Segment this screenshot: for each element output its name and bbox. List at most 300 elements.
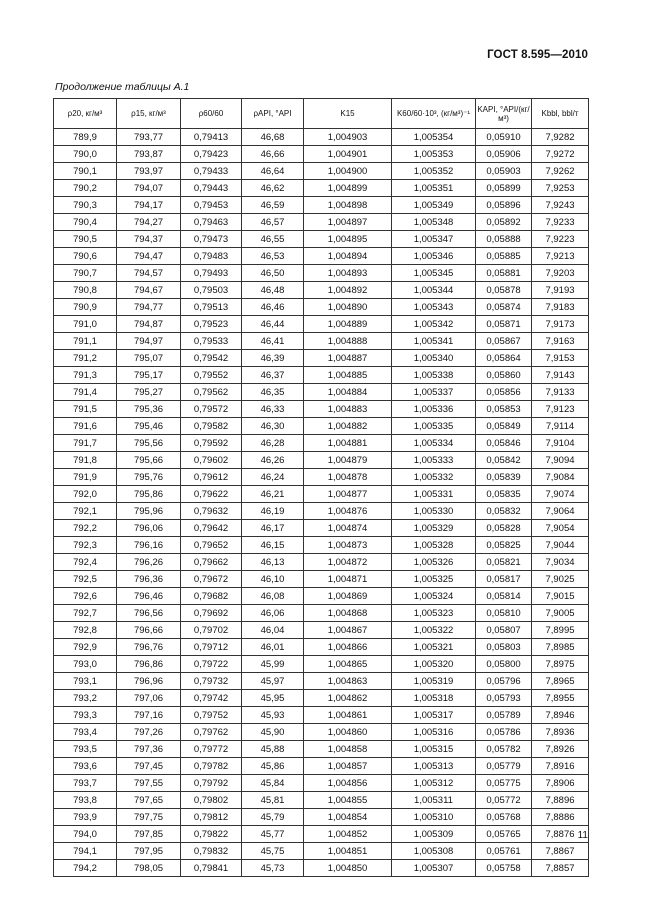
table-cell: 7,9094 xyxy=(532,452,589,469)
table-cell: 796,56 xyxy=(117,605,181,622)
table-row xyxy=(54,758,589,775)
table-cell: 1,004900 xyxy=(304,163,392,180)
table-cell: 7,9114 xyxy=(532,418,589,435)
table-cell: 7,9233 xyxy=(532,214,589,231)
table-row xyxy=(54,741,589,758)
table-row xyxy=(54,571,589,588)
table-cell: 1,005317 xyxy=(392,707,476,724)
table-cell: 795,96 xyxy=(117,503,181,520)
table-cell: 1,004890 xyxy=(304,299,392,316)
table-row xyxy=(54,469,589,486)
table-cell: 791,6 xyxy=(54,418,117,435)
table-cell: 0,05810 xyxy=(476,605,532,622)
table-cell: 1,004899 xyxy=(304,180,392,197)
table-cell: 1,005323 xyxy=(392,605,476,622)
table-cell: 0,05786 xyxy=(476,724,532,741)
table-cell: 790,0 xyxy=(54,146,117,163)
table-cell: 1,005308 xyxy=(392,843,476,860)
table-row xyxy=(54,537,589,554)
table-cell: 793,2 xyxy=(54,690,117,707)
table-cell: 793,4 xyxy=(54,724,117,741)
table-cell: 7,9243 xyxy=(532,197,589,214)
table-cell: 790,2 xyxy=(54,180,117,197)
table-cell: 0,79443 xyxy=(181,180,242,197)
table-cell: 792,9 xyxy=(54,639,117,656)
table-cell: 46,64 xyxy=(242,163,304,180)
table-cell: 1,004873 xyxy=(304,537,392,554)
table-row xyxy=(54,401,589,418)
table-cell: 793,9 xyxy=(54,809,117,826)
table-cell: 793,87 xyxy=(117,146,181,163)
table-cell: 46,44 xyxy=(242,316,304,333)
table-cell: 46,01 xyxy=(242,639,304,656)
table-cell: 1,005324 xyxy=(392,588,476,605)
table-cell: 0,79612 xyxy=(181,469,242,486)
table-cell: 7,9044 xyxy=(532,537,589,554)
table-cell: 7,8965 xyxy=(532,673,589,690)
table-cell: 795,36 xyxy=(117,401,181,418)
table-cell: 7,8946 xyxy=(532,707,589,724)
table-cell: 7,9064 xyxy=(532,503,589,520)
table-cell: 0,79652 xyxy=(181,537,242,554)
table-cell: 796,06 xyxy=(117,520,181,537)
table-cell: 0,05856 xyxy=(476,384,532,401)
table-cell: 46,39 xyxy=(242,350,304,367)
table-cell: 794,37 xyxy=(117,231,181,248)
table-cell: 1,004850 xyxy=(304,860,392,877)
table-cell: 0,79841 xyxy=(181,860,242,877)
table-cell: 0,05782 xyxy=(476,741,532,758)
table-cell: 791,1 xyxy=(54,333,117,350)
table-cell: 0,79762 xyxy=(181,724,242,741)
table-cell: 46,57 xyxy=(242,214,304,231)
table-cell: 46,33 xyxy=(242,401,304,418)
table-cell: 0,79712 xyxy=(181,639,242,656)
table-cell: 1,005345 xyxy=(392,265,476,282)
table-row xyxy=(54,384,589,401)
table-cell: 46,55 xyxy=(242,231,304,248)
table-cell: 1,005321 xyxy=(392,639,476,656)
table-cell: 793,8 xyxy=(54,792,117,809)
table-cell: 791,2 xyxy=(54,350,117,367)
table-cell: 797,75 xyxy=(117,809,181,826)
table-cell: 0,79802 xyxy=(181,792,242,809)
table-cell: 1,004852 xyxy=(304,826,392,843)
table-cell: 0,05853 xyxy=(476,401,532,418)
table-cell: 790,4 xyxy=(54,214,117,231)
table-cell: 0,05775 xyxy=(476,775,532,792)
table-cell: 0,79562 xyxy=(181,384,242,401)
table-cell: 0,79642 xyxy=(181,520,242,537)
table-cell: 7,8886 xyxy=(532,809,589,826)
table-cell: 1,004887 xyxy=(304,350,392,367)
table-cell: 1,004854 xyxy=(304,809,392,826)
table-cell: 45,79 xyxy=(242,809,304,826)
table-cell: 0,05772 xyxy=(476,792,532,809)
table-cell: 0,05803 xyxy=(476,639,532,656)
table-cell: 1,005322 xyxy=(392,622,476,639)
table-cell: 1,005313 xyxy=(392,758,476,775)
table-cell: 1,005341 xyxy=(392,333,476,350)
table-cell: 0,79832 xyxy=(181,843,242,860)
table-cell: 798,05 xyxy=(117,860,181,877)
table-cell: 46,59 xyxy=(242,197,304,214)
table-cell: 0,79552 xyxy=(181,367,242,384)
table-cell: 1,004892 xyxy=(304,282,392,299)
table-cell: 45,93 xyxy=(242,707,304,724)
table-cell: 794,47 xyxy=(117,248,181,265)
table-row xyxy=(54,843,589,860)
table-cell: 1,004857 xyxy=(304,758,392,775)
header-cell: Kbbl, bbl/т xyxy=(532,99,589,129)
table-cell: 0,79702 xyxy=(181,622,242,639)
table-cell: 7,9123 xyxy=(532,401,589,418)
table-cell: 791,8 xyxy=(54,452,117,469)
table-cell: 797,85 xyxy=(117,826,181,843)
table-cell: 45,97 xyxy=(242,673,304,690)
table-cell: 46,35 xyxy=(242,384,304,401)
table-cell: 793,3 xyxy=(54,707,117,724)
table-cell: 1,005316 xyxy=(392,724,476,741)
table-cell: 0,05849 xyxy=(476,418,532,435)
table-cell: 795,66 xyxy=(117,452,181,469)
table-cell: 46,62 xyxy=(242,180,304,197)
table-cell: 7,9133 xyxy=(532,384,589,401)
table-cell: 0,05842 xyxy=(476,452,532,469)
table-cell: 789,9 xyxy=(54,129,117,146)
header-cell: ρAPI, °API xyxy=(242,99,304,129)
table-cell: 796,96 xyxy=(117,673,181,690)
table-cell: 1,005310 xyxy=(392,809,476,826)
table-cell: 1,005347 xyxy=(392,231,476,248)
table-cell: 0,05899 xyxy=(476,180,532,197)
table-cell: 0,05896 xyxy=(476,197,532,214)
table-cell: 0,05796 xyxy=(476,673,532,690)
table-cell: 1,005342 xyxy=(392,316,476,333)
table-row xyxy=(54,214,589,231)
table-cell: 1,004879 xyxy=(304,452,392,469)
table-cell: 1,005329 xyxy=(392,520,476,537)
table-cell: 794,0 xyxy=(54,826,117,843)
table-cell: 1,004895 xyxy=(304,231,392,248)
table-cell: 7,9025 xyxy=(532,571,589,588)
table-cell: 1,004861 xyxy=(304,707,392,724)
table-cell: 0,05888 xyxy=(476,231,532,248)
table-cell: 1,005307 xyxy=(392,860,476,877)
table-cell: 46,30 xyxy=(242,418,304,435)
table-cell: 45,95 xyxy=(242,690,304,707)
table-cell: 7,9213 xyxy=(532,248,589,265)
page-number: 11 xyxy=(577,830,588,841)
table-cell: 0,05860 xyxy=(476,367,532,384)
table-cell: 1,005343 xyxy=(392,299,476,316)
table-cell: 45,73 xyxy=(242,860,304,877)
table-cell: 1,005312 xyxy=(392,775,476,792)
table-row xyxy=(54,265,589,282)
table-cell: 0,79772 xyxy=(181,741,242,758)
table-cell: 7,9163 xyxy=(532,333,589,350)
table-cell: 7,8936 xyxy=(532,724,589,741)
table-cell: 1,005318 xyxy=(392,690,476,707)
table-cell: 795,27 xyxy=(117,384,181,401)
table-cell: 0,05828 xyxy=(476,520,532,537)
table-cell: 0,79423 xyxy=(181,146,242,163)
table-cell: 45,77 xyxy=(242,826,304,843)
table-cell: 792,1 xyxy=(54,503,117,520)
table-cell: 797,16 xyxy=(117,707,181,724)
table-cell: 1,004877 xyxy=(304,486,392,503)
table-cell: 1,005353 xyxy=(392,146,476,163)
table-cell: 797,36 xyxy=(117,741,181,758)
table-row xyxy=(54,775,589,792)
table-cell: 791,9 xyxy=(54,469,117,486)
table-cell: 7,8995 xyxy=(532,622,589,639)
table-cell: 1,004874 xyxy=(304,520,392,537)
table-cell: 0,79473 xyxy=(181,231,242,248)
table-cell: 46,48 xyxy=(242,282,304,299)
table-cell: 0,79822 xyxy=(181,826,242,843)
table-cell: 46,68 xyxy=(242,129,304,146)
table-cell: 1,004876 xyxy=(304,503,392,520)
table-cell: 45,86 xyxy=(242,758,304,775)
table-cell: 1,005354 xyxy=(392,129,476,146)
table-cell: 0,79752 xyxy=(181,707,242,724)
table-cell: 0,79523 xyxy=(181,316,242,333)
table-cell: 790,1 xyxy=(54,163,117,180)
table-cell: 793,97 xyxy=(117,163,181,180)
table-cell: 45,75 xyxy=(242,843,304,860)
table-row xyxy=(54,367,589,384)
table-cell: 0,79662 xyxy=(181,554,242,571)
table-cell: 794,17 xyxy=(117,197,181,214)
table-cell: 1,005319 xyxy=(392,673,476,690)
table-cell: 794,1 xyxy=(54,843,117,860)
table-cell: 0,05765 xyxy=(476,826,532,843)
table-cell: 793,0 xyxy=(54,656,117,673)
table-cell: 7,9005 xyxy=(532,605,589,622)
table-row xyxy=(54,826,589,843)
table-cell: 0,79622 xyxy=(181,486,242,503)
table-cell: 1,005315 xyxy=(392,741,476,758)
header-row xyxy=(54,99,589,129)
table-row xyxy=(54,554,589,571)
table-cell: 0,05835 xyxy=(476,486,532,503)
table-cell: 1,004889 xyxy=(304,316,392,333)
table-cell: 7,9282 xyxy=(532,129,589,146)
table-cell: 797,45 xyxy=(117,758,181,775)
table-cell: 797,65 xyxy=(117,792,181,809)
table-cell: 1,004869 xyxy=(304,588,392,605)
table-row xyxy=(54,452,589,469)
table-cell: 793,5 xyxy=(54,741,117,758)
header-cell: KAPI, °API/(кг/м³) xyxy=(476,99,532,129)
table-cell: 792,3 xyxy=(54,537,117,554)
table-cell: 1,004878 xyxy=(304,469,392,486)
table-cell: 1,004867 xyxy=(304,622,392,639)
table-cell: 0,79572 xyxy=(181,401,242,418)
table-cell: 0,05906 xyxy=(476,146,532,163)
table-cell: 7,8975 xyxy=(532,656,589,673)
table-cell: 0,79493 xyxy=(181,265,242,282)
table-cell: 794,87 xyxy=(117,316,181,333)
table-row xyxy=(54,503,589,520)
table-row xyxy=(54,299,589,316)
table-cell: 0,05839 xyxy=(476,469,532,486)
table-cell: 794,27 xyxy=(117,214,181,231)
table-cell: 797,26 xyxy=(117,724,181,741)
table-cell: 790,9 xyxy=(54,299,117,316)
table-cell: 46,66 xyxy=(242,146,304,163)
table-cell: 1,004884 xyxy=(304,384,392,401)
table-cell: 0,79732 xyxy=(181,673,242,690)
table-cell: 0,05793 xyxy=(476,690,532,707)
table-cell: 793,7 xyxy=(54,775,117,792)
header-cell: K15 xyxy=(304,99,392,129)
table-cell: 46,15 xyxy=(242,537,304,554)
table-cell: 791,5 xyxy=(54,401,117,418)
table-cell: 7,8906 xyxy=(532,775,589,792)
table-cell: 7,9074 xyxy=(532,486,589,503)
table-cell: 1,004897 xyxy=(304,214,392,231)
table-cell: 46,17 xyxy=(242,520,304,537)
table-cell: 46,53 xyxy=(242,248,304,265)
table-cell: 1,005326 xyxy=(392,554,476,571)
table-cell: 46,46 xyxy=(242,299,304,316)
table-cell: 7,8896 xyxy=(532,792,589,809)
table-cell: 1,005331 xyxy=(392,486,476,503)
table-cell: 1,004868 xyxy=(304,605,392,622)
table-row xyxy=(54,146,589,163)
table-cell: 0,79682 xyxy=(181,588,242,605)
header-cell: ρ60/60 xyxy=(181,99,242,129)
table-cell: 1,005320 xyxy=(392,656,476,673)
table-cell: 795,56 xyxy=(117,435,181,452)
table-cell: 45,84 xyxy=(242,775,304,792)
table-cell: 0,05758 xyxy=(476,860,532,877)
table-cell: 7,9143 xyxy=(532,367,589,384)
table-row xyxy=(54,809,589,826)
table-cell: 0,79582 xyxy=(181,418,242,435)
data-table xyxy=(53,98,589,877)
table-cell: 794,07 xyxy=(117,180,181,197)
table-cell: 791,7 xyxy=(54,435,117,452)
table-row xyxy=(54,129,589,146)
table-cell: 1,005340 xyxy=(392,350,476,367)
table-cell: 7,9104 xyxy=(532,435,589,452)
table-row xyxy=(54,656,589,673)
table-cell: 0,05892 xyxy=(476,214,532,231)
table-cell: 791,4 xyxy=(54,384,117,401)
table-cell: 790,5 xyxy=(54,231,117,248)
table-cell: 46,24 xyxy=(242,469,304,486)
table-cell: 1,005330 xyxy=(392,503,476,520)
table-cell: 792,6 xyxy=(54,588,117,605)
table-row xyxy=(54,180,589,197)
table-cell: 7,9034 xyxy=(532,554,589,571)
table-cell: 793,77 xyxy=(117,129,181,146)
table-cell: 1,004893 xyxy=(304,265,392,282)
table-cell: 0,79592 xyxy=(181,435,242,452)
table-cell: 0,05874 xyxy=(476,299,532,316)
table-cell: 7,9223 xyxy=(532,231,589,248)
table-cell: 0,79463 xyxy=(181,214,242,231)
table-cell: 1,004858 xyxy=(304,741,392,758)
table-row xyxy=(54,197,589,214)
table-cell: 1,005349 xyxy=(392,197,476,214)
header-cell: K60/60·10³, (кг/м³)⁻¹ xyxy=(392,99,476,129)
table-cell: 0,79672 xyxy=(181,571,242,588)
table-cell: 1,004901 xyxy=(304,146,392,163)
table-cell: 46,26 xyxy=(242,452,304,469)
table-cell: 0,79453 xyxy=(181,197,242,214)
table-cell: 7,8926 xyxy=(532,741,589,758)
document-standard-id: ГОСТ 8.595—2010 xyxy=(487,49,588,61)
table-cell: 0,05761 xyxy=(476,843,532,860)
table-cell: 7,8955 xyxy=(532,690,589,707)
table-cell: 7,8867 xyxy=(532,843,589,860)
table-cell: 7,9253 xyxy=(532,180,589,197)
table-row xyxy=(54,622,589,639)
table-cell: 1,005337 xyxy=(392,384,476,401)
table-cell: 0,79413 xyxy=(181,129,242,146)
table-row xyxy=(54,231,589,248)
table-cell: 1,004898 xyxy=(304,197,392,214)
table-cell: 1,004903 xyxy=(304,129,392,146)
table-cell: 1,005325 xyxy=(392,571,476,588)
table-cell: 797,55 xyxy=(117,775,181,792)
table-cell: 1,005351 xyxy=(392,180,476,197)
table-cell: 793,1 xyxy=(54,673,117,690)
table-cell: 7,9153 xyxy=(532,350,589,367)
table-cell: 791,0 xyxy=(54,316,117,333)
table-cell: 46,10 xyxy=(242,571,304,588)
table-cell: 0,05871 xyxy=(476,316,532,333)
table-cell: 46,04 xyxy=(242,622,304,639)
table-cell: 0,05768 xyxy=(476,809,532,826)
table-cell: 7,9203 xyxy=(532,265,589,282)
table-row xyxy=(54,707,589,724)
table-cell: 0,79692 xyxy=(181,605,242,622)
table-cell: 1,004866 xyxy=(304,639,392,656)
table-cell: 1,005335 xyxy=(392,418,476,435)
table-cell: 7,9173 xyxy=(532,316,589,333)
table-cell: 1,004851 xyxy=(304,843,392,860)
table-cell: 0,05800 xyxy=(476,656,532,673)
table-caption: Продолжение таблицы А.1 xyxy=(55,81,190,93)
table-cell: 1,004871 xyxy=(304,571,392,588)
table-cell: 794,2 xyxy=(54,860,117,877)
table-cell: 1,004894 xyxy=(304,248,392,265)
table-cell: 1,004862 xyxy=(304,690,392,707)
table-cell: 0,05881 xyxy=(476,265,532,282)
table-row xyxy=(54,588,589,605)
table-cell: 796,66 xyxy=(117,622,181,639)
table-cell: 0,79632 xyxy=(181,503,242,520)
table-cell: 795,17 xyxy=(117,367,181,384)
table-cell: 1,005338 xyxy=(392,367,476,384)
table-cell: 7,9272 xyxy=(532,146,589,163)
table-cell: 46,21 xyxy=(242,486,304,503)
table-cell: 45,88 xyxy=(242,741,304,758)
table-cell: 7,9262 xyxy=(532,163,589,180)
table-cell: 0,05814 xyxy=(476,588,532,605)
table-cell: 0,05832 xyxy=(476,503,532,520)
table-cell: 1,005332 xyxy=(392,469,476,486)
table-cell: 0,79812 xyxy=(181,809,242,826)
table-cell: 792,2 xyxy=(54,520,117,537)
table-cell: 46,06 xyxy=(242,605,304,622)
table-cell: 1,004872 xyxy=(304,554,392,571)
